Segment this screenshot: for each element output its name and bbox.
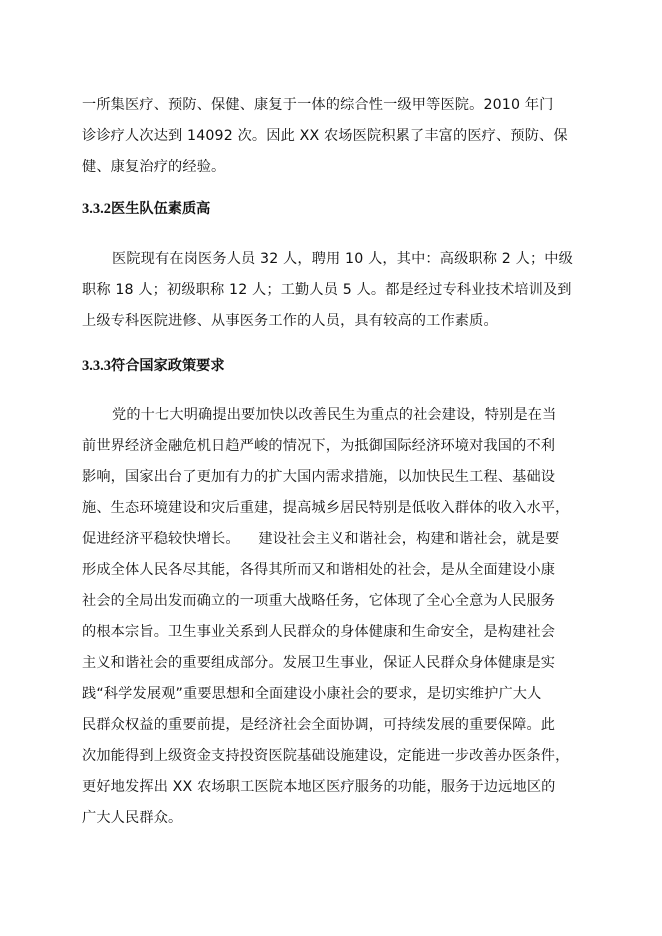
section-332-title: 医生队伍素质高: [111, 201, 211, 217]
section-332-heading: [82, 199, 210, 219]
section-333-paragraph: [82, 400, 582, 834]
section-333-line-5: 促进经济平稳较快增长。 建设社会主义和谐社会，构建和谐社会，就是要: [82, 531, 560, 547]
section-333-title: 符合国家政策要求: [111, 358, 225, 374]
section-333-line-10: 践“科学发展观”重要思想和全面建设小康社会的要求，是切实维护广大人: [82, 686, 542, 702]
section-333-number: 3.3.3: [82, 358, 111, 374]
intro-line-2: 诊诊疗人次达到 14092 次。因此 XX 农场医院积累了丰富的医疗、预防、保: [82, 128, 568, 144]
section-333-line-8: 的根本宗旨。卫生事业关系到人民群众的身体健康和生命安全，是构建社会: [82, 624, 556, 640]
section-333-line-12: 次加能得到上级资金支持投资医院基础设施建设，定能进一步改善办医条件，: [82, 748, 570, 764]
section-332-line-1: 医院现有在岗医务人员 32 人，聘用 10 人，其中：高级职称 2 人；中级: [112, 251, 573, 267]
section-332-line-2: 职称 18 人；初级职称 12 人；工勤人员 5 人。都是经过专科业技术培训及到: [82, 282, 572, 298]
section-333-line-11: 民群众权益的重要前提，是经济社会全面协调，可持续发展的重要保障。此: [82, 717, 556, 733]
section-333-line-3: 影响，国家出台了更加有力的扩大国内需求措施，以加快民生工程、基础设: [82, 469, 556, 485]
intro-paragraph: [82, 90, 582, 183]
section-333-line-6: 形成全体人民各尽其能，各得其所而又和谐相处的社会，是从全面建设小康: [82, 562, 556, 578]
section-333-line-7: 社会的全局出发而确立的一项重大战略任务，它体现了全心全意为人民服务: [82, 593, 556, 609]
section-333-line-1: 党的十七大明确提出要加快以改善民生为重点的社会建设，特别是在当: [112, 407, 557, 423]
section-332-line-3: 上级专科医院进修、从事医务工作的人员，具有较高的工作素质。: [82, 313, 498, 329]
section-333-heading: [82, 356, 225, 376]
section-333-line-4: 施、生态环境建设和灾后重建，提高城乡居民特别是低收入群体的收入水平，: [82, 500, 570, 516]
section-332-number: 3.3.2: [82, 201, 111, 217]
section-332-paragraph: [82, 244, 582, 337]
section-333-line-13: 更好地发挥出 XX 农场职工医院本地区医疗服务的功能，服务于边远地区的: [82, 779, 556, 795]
section-333-line-9: 主义和谐社会的重要组成部分。发展卫生事业，保证人民群众身体健康是实: [82, 655, 556, 671]
intro-line-3: 健、康复治疗的经验。: [82, 159, 226, 175]
intro-line-1: 一所集医疗、预防、保健、康复于一体的综合性一级甲等医院。2010 年门: [82, 97, 554, 113]
section-333-line-14: 广大人民群众。: [82, 810, 183, 826]
section-333-line-2: 前世界经济金融危机日趋严峻的情况下，为抵御国际经济环境对我国的不利: [82, 438, 556, 454]
